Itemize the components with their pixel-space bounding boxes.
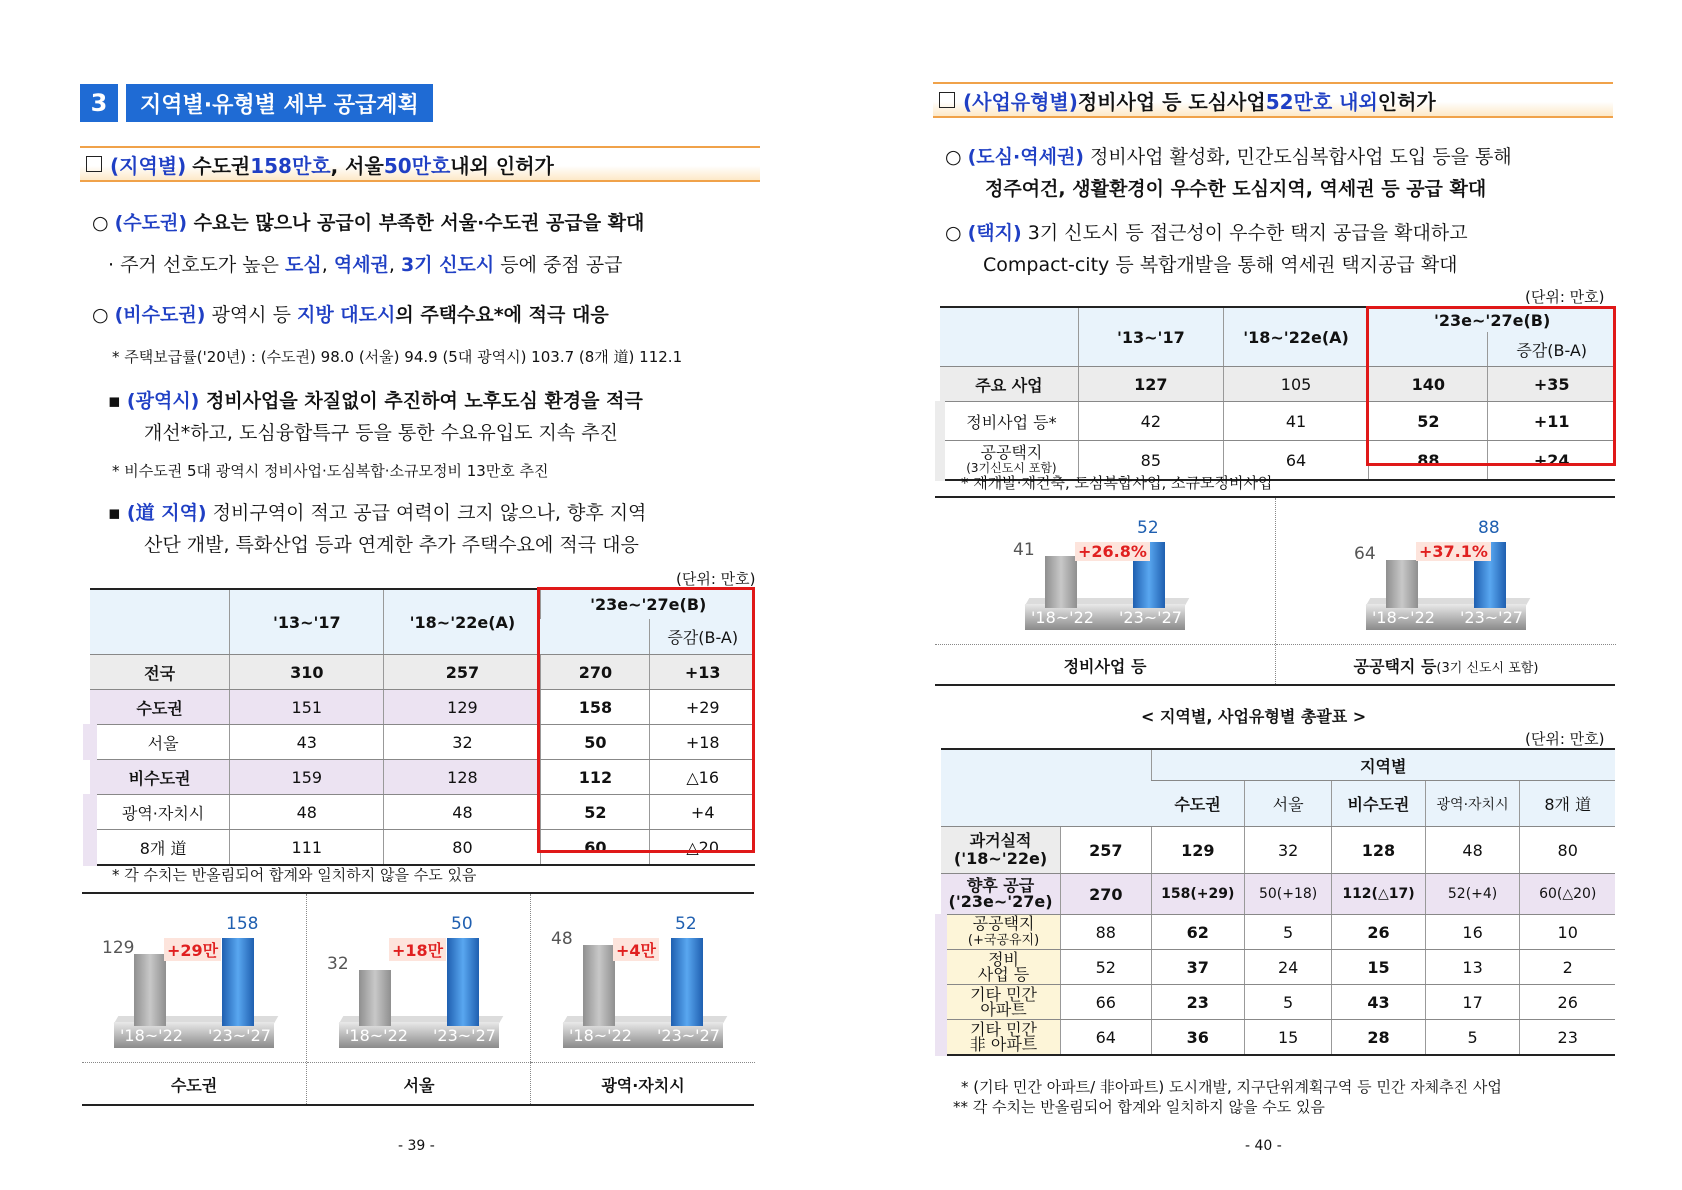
table-row: 정비사업 등* 42 41 52 +11 [940,402,1615,441]
bullet-metro: ○ (수도권) 수요는 많으나 공급이 부족한 서울·수도권 공급을 확대 [92,212,645,234]
table-row: 공공택지 (+국공유지) 88 62 5 26 16 10 [941,915,1615,950]
value-label-after: 52 [675,914,697,934]
table-row: 주요 사업 127 105 140 +35 [940,367,1615,402]
checkbox-icon [86,156,102,172]
x-label-after: '23~'27 [1460,608,1523,627]
section-number: 3 [80,84,118,122]
table-row: 전국 310 257 270 +13 [90,655,755,690]
highlight-box [1366,306,1616,466]
table-row: 수도권 151 129 158 +29 [90,690,755,725]
regional-header: (지역별) 수도권 158만호 , 서울 50만호 내외 인허가 [80,146,760,182]
delta-label: +26.8% [1075,542,1150,561]
chart-name: 광역·자치시 [601,1076,685,1095]
x-label-after: '23~'27 [433,1026,496,1045]
bar-before [134,954,166,1026]
x-label-before: '18~'22 [1031,608,1094,627]
table-row: 공공택지 (3기신도시 포함) 85 64 88 +24 [940,441,1615,481]
page-number: - 40 - [1245,1138,1282,1154]
col-header: 서울 [1245,781,1332,827]
x-label-after: '23~'27 [1119,608,1182,627]
col-header: 비수도권 [1332,781,1425,827]
bullet-province-cont: 산단 개발, 특화산업 등과 연계한 추가 주택수요에 적극 대응 [144,534,639,556]
summary-title: < 지역별, 사업유형별 총괄표 > [1141,707,1367,726]
footnote-housing-rate: * 주택보급률('20년) : (수도권) 98.0 (서울) 94.9 (5대 광역시) 103.7 (8개 道) 112.1 [112,348,683,366]
col-header: 수도권 [1151,781,1244,827]
col-header: 8개 道 [1520,781,1615,827]
page-right [841,0,1682,1190]
delta-label: +29만 [164,938,221,961]
bar-before [1386,560,1418,608]
bullet-site: ○ (택지) 3기 신도시 등 접근성이 우수한 택지 공급을 확대하고 [945,222,1468,244]
bullet-site-cont: Compact-city 등 복합개발을 통해 역세권 택지공급 확대 [983,254,1458,276]
x-label-before: '18~'22 [1372,608,1435,627]
x-label-before: '18~'22 [120,1026,183,1045]
bullet-metro-city-cont: 개선*하고, 도심융합특구 등을 통한 수요유입도 지속 추진 [144,422,618,444]
chart-name: 수도권 [170,1076,218,1095]
section-header [80,84,433,122]
x-label-after: '23~'27 [657,1026,720,1045]
bar-after [222,938,254,1026]
left-chart-panel [82,892,754,1106]
chart-name: 서울 [403,1076,435,1095]
col-header: '23e~'27e(B) [1369,307,1615,332]
x-label-before: '18~'22 [345,1026,408,1045]
group-header: 지역별 [1151,749,1615,781]
business-type-header: (사업유형별) 정비사업 등 도심사업 52만호 내외 인허가 [933,82,1613,118]
bullet-downtown-cont: 정주여건, 생활환경이 우수한 도심지역, 역세권 등 공급 확대 [985,178,1487,200]
bar-before [359,970,391,1026]
chart-name: 공공택지 등(3기 신도시 포함) [1353,657,1539,676]
checkbox-icon [939,92,955,108]
unit-label: (단위: 만호) [676,570,756,588]
col-header: '13~'17 [1078,307,1223,367]
value-label-before: 129 [102,938,135,958]
x-label-before: '18~'22 [569,1026,632,1045]
value-label-before: 64 [1354,544,1376,564]
table-row: 정비 사업 등 52 37 24 15 13 2 [941,950,1615,985]
unit-label: (단위: 만호) [1525,730,1605,748]
mini-bar-chart [82,894,306,1104]
footnote-metro-city: * 비수도권 5대 광역시 정비사업·도심복합·소규모정비 13만호 추진 [112,462,549,480]
value-label-before: 41 [1013,540,1035,560]
summary-note-1: * (기타 민간 아파트/ 非아파트) 도시개발, 지구단위계획구역 등 민간 자체추진 사업 [961,1078,1502,1096]
table-row: 광역·자치시 48 48 52 +4 [90,795,755,830]
table-row: 8개 道 111 80 60 △20 [90,830,755,866]
value-label-after: 158 [226,914,259,934]
mini-bar-chart [306,894,531,1104]
table-row: 기타 민간 非 아파트 64 36 15 28 5 23 [941,1020,1615,1056]
col-header: '13~'17 [230,589,384,655]
col-header: '18~'22e(A) [384,589,541,655]
x-label-after: '23~'27 [208,1026,271,1045]
highlight-box [537,587,755,853]
value-label-after: 88 [1478,518,1500,538]
table-note: * 재개발·재건축, 도심복합사업, 소규모정비사업 [961,474,1273,492]
chart-name: 정비사업 등 [1063,657,1147,676]
table-row: 향후 공급 ('23e~'27e) 270 158(+29) 50(+18) 112(△17) 52(+4) 60(△20) [941,874,1615,915]
mini-bar-chart [1275,498,1616,684]
col-header: '18~'22e(A) [1223,307,1368,367]
bullet-province: ▪ (道 지역) 정비구역이 적고 공급 여력이 크지 않으나, 향후 지역 [108,502,647,524]
value-label-before: 32 [327,954,349,974]
col-header: 증감(B-A) [1488,332,1615,367]
table-row: 비수도권 159 128 112 △16 [90,760,755,795]
bar-before [1045,556,1077,608]
page-number: - 39 - [398,1138,435,1154]
bar-after [671,938,703,1026]
bullet-downtown: ○ (도심·역세권) 정비사업 활성화, 민간도심복합사업 도입 등을 통해 [945,146,1512,168]
delta-label: +4만 [613,938,659,961]
bullet-nonmetro: ○ (비수도권) 광역시 등 지방 대도시의 주택수요*에 적극 대응 [92,304,609,326]
value-label-before: 48 [551,929,573,949]
unit-label: (단위: 만호) [1525,288,1605,306]
table-note: * 각 수치는 반올림되어 합계와 일치하지 않을 수도 있음 [112,866,477,884]
bar-before [583,945,615,1026]
delta-label: +18만 [389,938,446,961]
col-header: '23e~'27e(B) [541,589,755,619]
mini-bar-chart [935,498,1275,684]
section-title: 지역별·유형별 세부 공급계획 [126,84,433,122]
right-chart-panel [935,496,1615,686]
summary-note-2: ** 각 수치는 반올림되어 합계와 일치하지 않을 수도 있음 [953,1098,1325,1116]
value-label-after: 50 [451,914,473,934]
value-label-after: 52 [1137,518,1159,538]
delta-label: +37.1% [1416,542,1491,561]
col-header: 광역·자치시 [1425,781,1520,827]
summary-table [935,748,1615,1056]
col-header: 증감(B-A) [650,619,755,655]
table-row: 과거실적 ('18~'22e) 257 129 32 128 48 80 [941,827,1615,874]
bullet-metro-city: ▪ (광역시) 정비사업을 차질없이 추진하여 노후도심 환경을 적극 [108,390,643,412]
bar-after [447,938,479,1026]
table-row: 기타 민간 아파트 66 23 5 43 17 26 [941,985,1615,1020]
bullet-metro-sub: · 주거 선호도가 높은 도심, 역세권, 3기 신도시 등에 중점 공급 [108,254,623,276]
table-row: 서울 43 32 50 +18 [90,725,755,760]
mini-bar-chart [530,894,755,1104]
